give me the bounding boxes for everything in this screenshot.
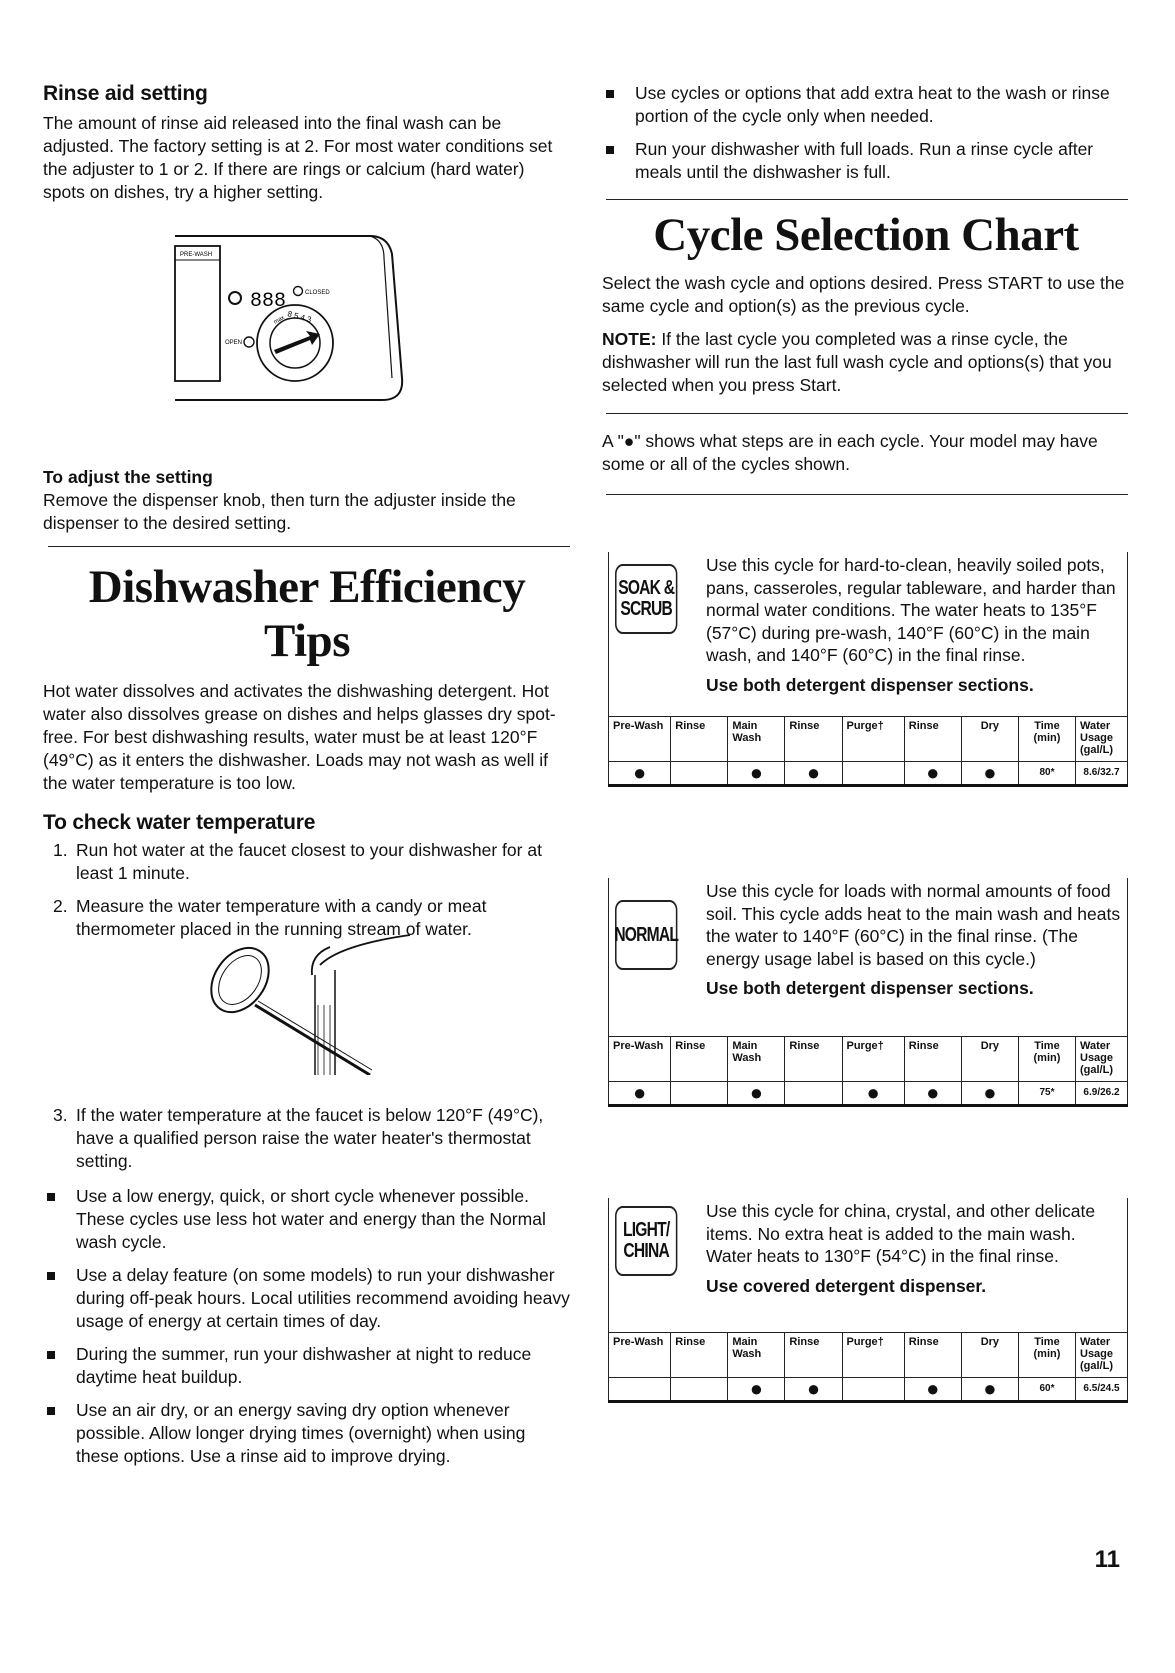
tip-item: Use an air dry, or an energy saving dry option whenever possible. Allow longer drying times (overnight) when using these options. Use a rinse aid to improve drying. [43,1399,571,1468]
select-cycle-text: Select the wash cycle and options desired. Press START to use the same cycle and option(s) as the previous cycle. [602,273,1125,316]
cycle-badge: SOAK & SCRUB [615,564,677,634]
cycle-steps-table: Pre-Wash Rinse Main Wash Rinse Purge† Rinse Dry Time (min) Water Usage (gal/L) ● ● ● ● ● 80* 8.6/32.7 [608,716,1128,787]
cycle-description-frame [608,878,1128,1036]
cycle-light-china [608,1198,1128,1403]
right-column [602,82,1130,184]
tip-item: During the summer, run your dishwasher at night to reduce daytime heat buildup. [43,1343,571,1389]
efficiency-intro: Hot water dissolves and activates the dishwashing detergent. Hot water also dissolves grease on dishes and helps glasses dry spot-free. For best dishwashing results, water must be at least 120°F (49°C) as it enters the dishwasher. Loads may not wash as well if the water temperature is too low. [43,681,556,793]
left-column [43,82,571,204]
svg-text:max: max [273,314,286,326]
cycle-description: Use this cycle for loads with normal amounts of food soil. This cycle adds heat to the main wash and heats the water to 140°F (60°C) in the final rinse. (The energy usage label is based on this cycle.) [706,881,1121,969]
cycle-normal [608,878,1128,1107]
tip-item: Use a delay feature (on some models) to run your dishwasher during off-peak hours. Local utilities recommend avoiding heavy usage of energy at certain times of day. [43,1264,571,1333]
adjust-setting-body: Remove the dispenser knob, then turn the adjuster inside the dispenser to the desired setting. [43,490,516,533]
cycle-detergent-note: Use covered detergent dispenser. [706,1275,987,1296]
cycle-description-frame [608,1198,1128,1332]
page-number: 11 [1094,1546,1120,1573]
efficiency-continued [43,1104,571,1468]
svg-text:OPEN: OPEN [225,340,243,346]
section-divider [606,413,1128,414]
tip-item: Run your dishwasher with full loads. Run a rinse cycle after meals until the dishwasher is full. [602,138,1130,184]
cycle-soak-scrub [608,552,1128,787]
cycle-steps-table: Pre-Wash Rinse Main Wash Rinse Purge† Rinse Dry Time (min) Water Usage (gal/L) ● ● ● ● 60* 6.5/24.5 [608,1332,1128,1403]
step-item: 2. Measure the water temperature with a candy or meat thermometer placed in the running stream of water. [53,896,487,939]
efficiency-section [43,560,571,941]
section-divider [606,494,1128,495]
tip-item: Use a low energy, quick, or short cycle whenever possible. These cycles use less hot water and energy than the Normal wash cycle. [43,1185,571,1254]
cycle-description: Use this cycle for hard-to-clean, heavily soiled pots, pans, casseroles, regular tableware, and harder than normal water conditions. The water heats to 135°F (57°C) during pre-wash, 140°F (60°C) in the main wash, and 140°F (60°C) in the final rinse. [706,555,1116,665]
svg-text:CLOSED: CLOSED [305,290,330,296]
temperature-steps-continued [43,1104,571,1173]
cycle-detergent-note: Use both detergent dispenser sections. [706,674,1034,695]
note-text: NOTE: If the last cycle you completed was a rinse cycle, the dishwasher will run the last full wash cycle and options(s) that you selected when you press Start. [602,329,1112,395]
cycle-badge: LIGHT/ CHINA [615,1206,677,1276]
cycle-badge: NORMAL [615,900,677,970]
rinse-aid-dial-illustration [170,228,435,420]
adjust-setting-heading: To adjust the setting [43,467,213,487]
rinse-aid-body: The amount of rinse aid released into the final wash can be adjusted. The factory setting is at 2. For most water conditions set the adjuster to 1 or 2. If there are rings or calcium (hard water) spots on dishes, try a higher setting. [43,113,553,202]
section-divider [606,199,1128,200]
cycle-chart-title: Cycle Selection Chart [653,209,1079,261]
rinse-aid-heading: Rinse aid setting [43,82,208,105]
adjust-setting-section [43,466,571,535]
cycle-steps-table: Pre-Wash Rinse Main Wash Rinse Purge† Rinse Dry Time (min) Water Usage (gal/L) ● ● ● ● ● 75* 6.9/26.2 [608,1036,1128,1107]
step-item: 1. Run hot water at the faucet closest to your dishwasher for at least 1 minute. [53,840,542,883]
efficiency-tips-continued [602,82,1130,184]
cycle-description-frame [608,552,1128,716]
cycle-description: Use this cycle for china, crystal, and other delicate items. No extra heat is added to the main wash. Water heats to 130°F (54°C) in the final rinse. [706,1201,1096,1266]
cycle-chart-intro [602,208,1130,397]
svg-text:PRE-WASH: PRE-WASH [180,252,213,258]
svg-text:888: 888 [250,290,287,313]
section-divider [48,546,570,547]
dispenser-diagram-icon [170,228,430,428]
efficiency-tips-list [43,1185,571,1468]
thermometer-faucet-icon [200,925,430,1075]
thermometer-illustration [200,925,450,1075]
check-temperature-heading: To check water temperature [43,811,316,834]
legend-text: A "●" shows what steps are in each cycle. Your model may have some or all of the cycles shown. [602,431,1098,474]
efficiency-title: Dishwasher Efficiency Tips [88,561,526,667]
cycle-detergent-note: Use both detergent dispenser sections. [706,978,1034,998]
tip-item: Use cycles or options that add extra heat to the wash or rinse portion of the cycle only when needed. [602,82,1130,128]
svg-text:8 5 4 3: 8 5 4 3 [286,309,313,325]
step-item: 3. If the water temperature at the faucet is below 120°F (49°C), have a qualified person raise the water heater's thermostat setting. [53,1105,544,1171]
